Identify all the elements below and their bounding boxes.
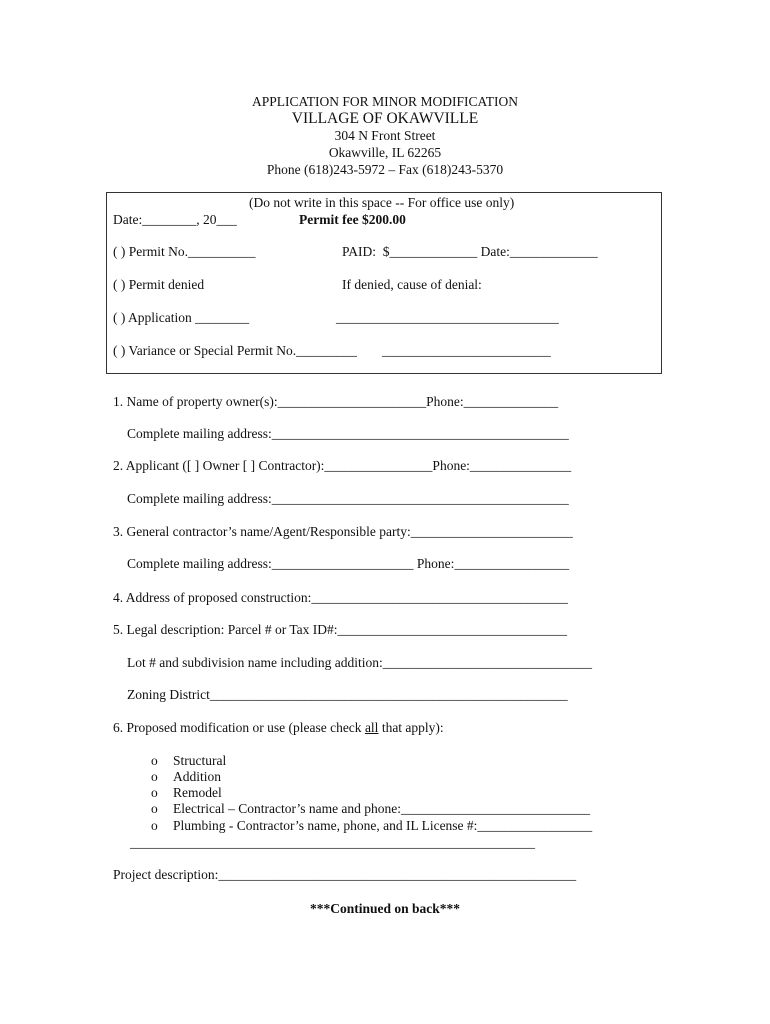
project-description-field[interactable]: Project description:_____________________________________________________ [113,867,577,882]
applicant-field[interactable]: 2. Applicant ([ ] Owner [ ] Contractor):________________Phone:_______________ [113,458,572,473]
variance-line[interactable]: _________________________ [382,343,551,358]
modification-prefix: 6. Proposed modification or use (please check [113,720,365,735]
permit-denied-option[interactable]: ( ) Permit denied [113,277,205,292]
checkbox-electrical[interactable]: o [151,801,158,816]
contractor-field[interactable]: 3. General contractor’s name/Agent/Responsible party:________________________ [113,524,573,539]
option-electrical[interactable]: Electrical – Contractor’s name and phone:____________________________ [173,801,591,816]
city-address: Okawville, IL 62265 [328,145,442,160]
checkbox-plumbing[interactable]: o [151,818,158,833]
checkbox-addition[interactable]: o [151,769,158,784]
owner-address-field[interactable]: Complete mailing address:____________________________________________ [127,426,569,441]
modification-heading [113,720,444,736]
contractor-address-field[interactable]: Complete mailing address:_____________________ Phone:_________________ [127,556,570,571]
denial-cause-line[interactable]: _________________________________ [336,310,559,325]
modification-suffix: that apply): [378,720,444,735]
street-address: 304 N Front Street [334,128,436,143]
option-structural: Structural [173,753,227,768]
plumbing-continuation-line[interactable]: ____________________________________________________________ [130,835,535,850]
lot-subdivision-field[interactable]: Lot # and subdivision name including addition:_______________________________ [127,655,592,670]
applicant-address-field[interactable]: Complete mailing address:____________________________________________ [127,491,569,506]
phone-fax: Phone (618)243-5972 – Fax (618)243-5370 [266,162,504,177]
option-plumbing[interactable]: Plumbing - Contractor’s name, phone, and IL License #:_________________ [173,818,593,833]
checkbox-remodel[interactable]: o [151,785,158,800]
owner-name-field[interactable]: 1. Name of property owner(s):______________________Phone:______________ [113,394,559,409]
continued-note: ***Continued on back*** [309,901,461,916]
construction-address-field[interactable]: 4. Address of proposed construction:______________________________________ [113,590,568,605]
variance-field[interactable]: ( ) Variance or Special Permit No._________ [113,343,357,358]
application-field[interactable]: ( ) Application ________ [113,310,250,325]
option-remodel: Remodel [173,785,222,800]
modification-all: all [364,720,379,735]
checkbox-structural[interactable]: o [151,753,158,768]
option-addition: Addition [173,769,222,784]
zoning-district-field[interactable]: Zoning District_____________________________________________________ [127,687,568,702]
office-date-field[interactable]: Date:________, 20___ [113,212,237,227]
village-name: VILLAGE OF OKAWVILLE [291,110,479,127]
legal-description-field[interactable]: 5. Legal description: Parcel # or Tax ID#:__________________________________ [113,622,567,637]
paid-field[interactable]: PAID: $_____________ Date:_____________ [342,244,598,259]
permit-fee: Permit fee $200.00 [299,212,406,227]
cause-of-denial-label: If denied, cause of denial: [342,277,482,292]
office-use-note: (Do not write in this space -- For office use only) [249,195,515,210]
permit-no-field[interactable]: ( ) Permit No.__________ [113,244,256,259]
form-title: APPLICATION FOR MINOR MODIFICATION [252,94,518,109]
